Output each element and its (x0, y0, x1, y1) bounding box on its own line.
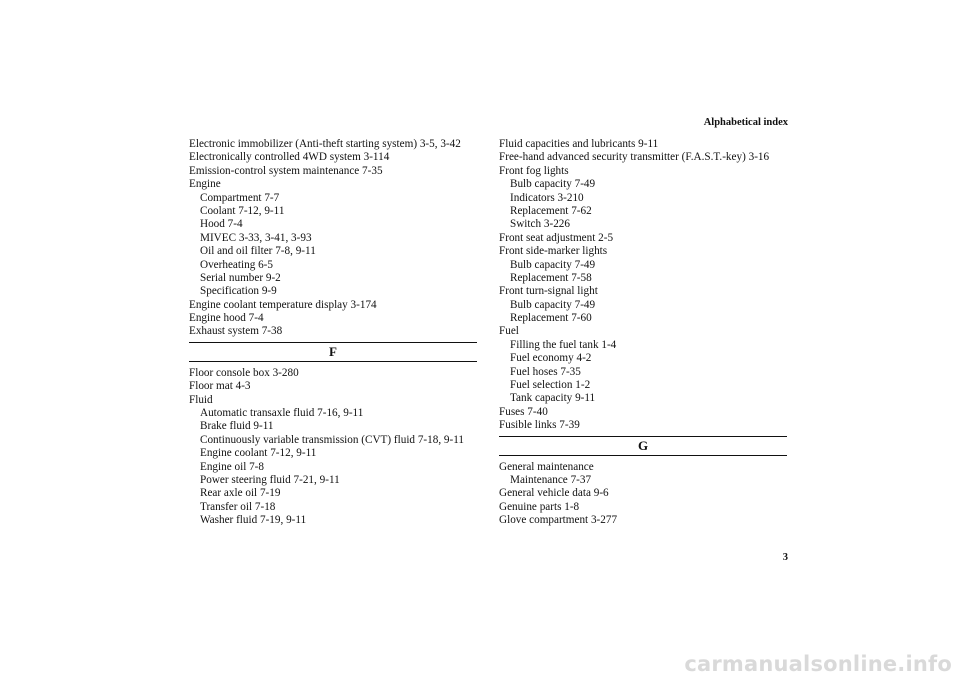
index-column-right (499, 138, 787, 528)
index-entry: Electronic immobilizer (Anti-theft starting system) 3-5, 3-42 (189, 138, 461, 150)
index-subentry: Hood 7-4 (200, 218, 243, 231)
index-subentry: Fuel hoses 7-35 (510, 365, 581, 378)
index-subentry: Rear axle oil 7-19 (200, 487, 281, 500)
section-header-g: G (499, 436, 787, 456)
entry-list-g (499, 461, 787, 528)
index-subentry: Engine coolant 7-12, 9-11 (200, 447, 317, 460)
index-subentry: Fuel selection 1-2 (510, 379, 591, 392)
index-entry: Front fog lights (499, 164, 569, 177)
index-entry: Fluid (189, 393, 213, 406)
index-subentry: Coolant 7-12, 9-11 (200, 204, 285, 217)
index-entry: Fuses 7-40 (499, 405, 548, 418)
index-subentry: Brake fluid 9-11 (200, 420, 274, 433)
index-subentry: Filling the fuel tank 1-4 (510, 338, 617, 351)
index-subentry: MIVEC 3-33, 3-41, 3-93 (200, 231, 312, 244)
index-entry: Genuine parts 1-8 (499, 500, 580, 513)
index-entry: Engine coolant temperature display 3-174 (189, 298, 377, 311)
index-subentry: Maintenance 7-37 (510, 473, 592, 486)
entry-list-e (189, 138, 477, 339)
index-subentry: Bulb capacity 7-49 (510, 178, 596, 191)
index-entry: Glove compartment 3-277 (499, 514, 618, 527)
index-subentry: Compartment 7-7 (200, 191, 280, 204)
index-entry: Exhaust system 7-38 (189, 325, 283, 338)
index-subentry: Bulb capacity 7-49 (510, 298, 596, 311)
index-subentry: Power steering fluid 7-21, 9-11 (200, 473, 340, 486)
index-subentry: Switch 3-226 (510, 218, 570, 231)
index-entry: General vehicle data 9-6 (499, 487, 609, 500)
index-subentry: Oil and oil filter 7-8, 9-11 (200, 245, 316, 258)
index-entry: Fuel (499, 325, 519, 338)
index-subentry: Replacement 7-58 (510, 271, 592, 284)
entry-list-f (189, 367, 477, 528)
index-entry: Engine hood 7-4 (189, 312, 264, 325)
index-entry: Engine (189, 178, 221, 191)
index-entry: Emission-control system maintenance 7-35 (189, 164, 383, 177)
index-subentry: Specification 9-9 (200, 285, 277, 298)
index-entry: Floor console box 3-280 (189, 366, 299, 379)
index-subentry: Engine oil 7-8 (200, 460, 265, 473)
index-subentry: Bulb capacity 7-49 (510, 258, 596, 271)
section-header-f: F (189, 342, 477, 362)
index-subentry: Serial number 9-2 (200, 271, 281, 284)
index-subentry: Automatic transaxle fluid 7-16, 9-11 (200, 407, 364, 420)
index-entry: Front turn-signal light (499, 285, 598, 298)
index-subentry: Replacement 7-60 (510, 312, 592, 325)
page-number: 3 (782, 552, 788, 563)
entry-list-f-continued (499, 138, 787, 433)
index-entry: Front seat adjustment 2-5 (499, 231, 614, 244)
index-entry: Floor mat 4-3 (189, 380, 251, 393)
index-subentry: Replacement 7-62 (510, 204, 592, 217)
index-entry: Free-hand advanced security transmitter (F.A.S.T.-key) 3-16 (499, 151, 770, 164)
index-subentry: Indicators 3-210 (510, 191, 584, 204)
index-entry: General maintenance (499, 460, 594, 473)
index-entry: Fluid capacities and lubricants 9-11 (499, 138, 659, 150)
index-subentry: Transfer oil 7-18 (200, 500, 276, 513)
watermark: carmanualsonline.info (684, 652, 952, 676)
index-subentry: Overheating 6-5 (200, 258, 274, 271)
page-header-title: Alphabetical index (703, 117, 788, 128)
index-entry: Front side-marker lights (499, 245, 608, 258)
index-subentry: Continuously variable transmission (CVT) fluid 7-18, 9-11 (200, 433, 465, 446)
index-column-left (189, 138, 477, 528)
index-subentry: Tank capacity 9-11 (510, 392, 596, 405)
index-subentry: Washer fluid 7-19, 9-11 (200, 514, 307, 527)
index-entry: Fusible links 7-39 (499, 419, 580, 432)
index-subentry: Fuel economy 4-2 (510, 352, 592, 365)
index-entry: Electronically controlled 4WD system 3-114 (189, 151, 390, 164)
